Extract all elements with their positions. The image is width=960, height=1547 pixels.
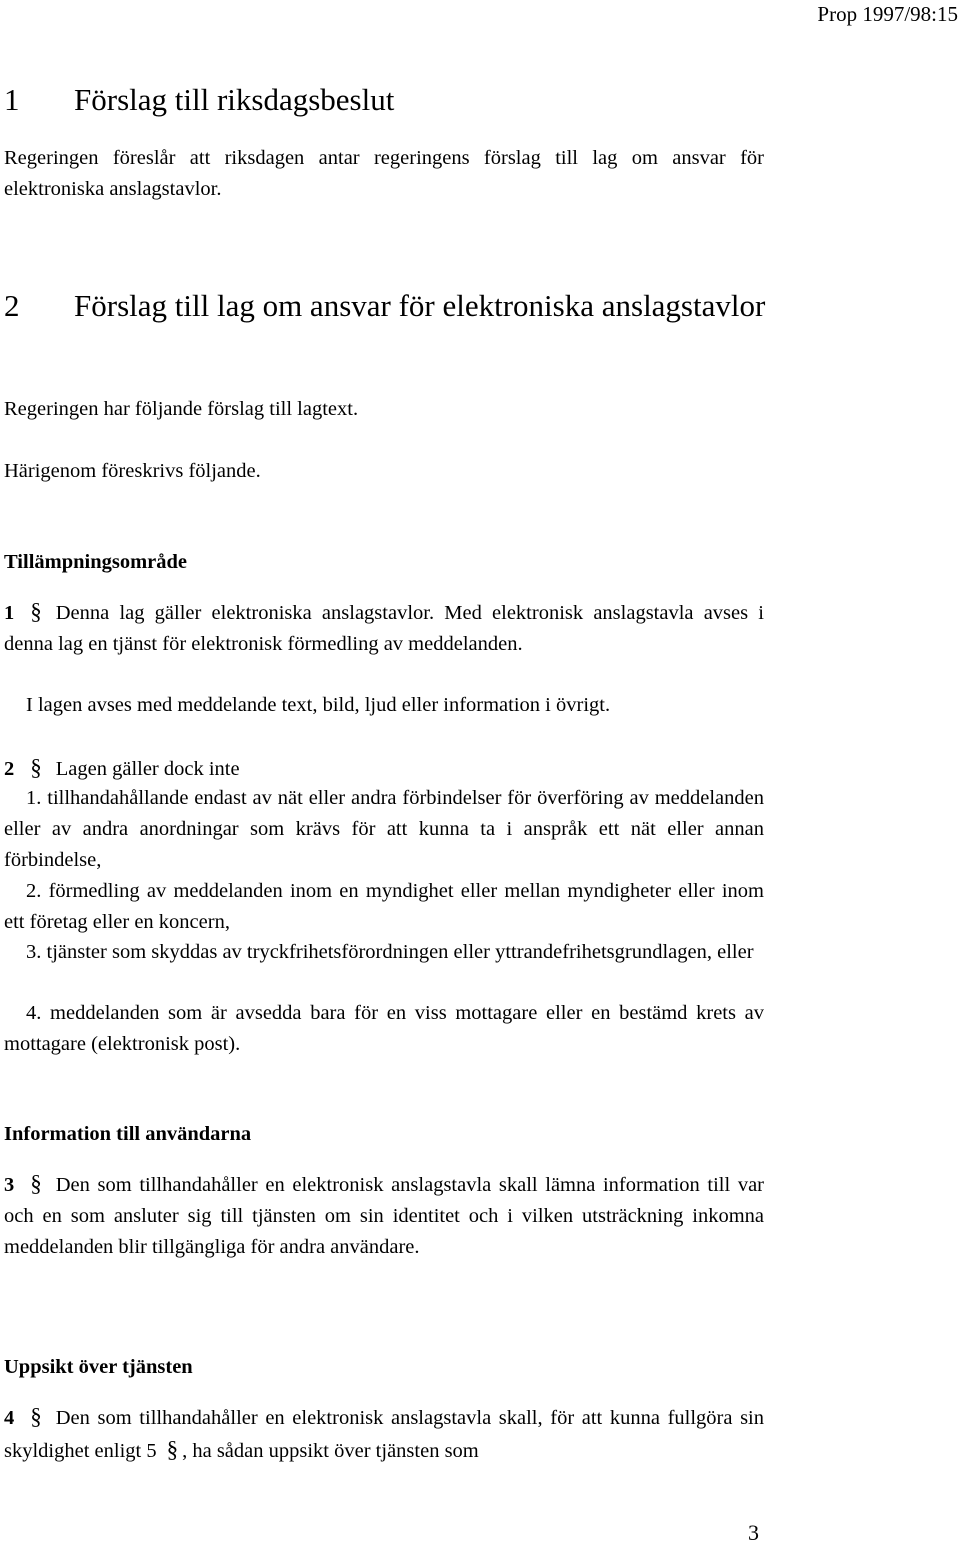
section-1-heading	[4, 77, 774, 123]
paragraph-1-continuation: I lagen avses med meddelande text, bild, ljud eller information i övrigt.	[26, 694, 611, 716]
paragraph-4	[4, 1401, 764, 1467]
section-sign: §	[30, 599, 42, 624]
page-number: 3	[748, 1520, 759, 1545]
section-1-body: Regeringen föreslår att riksdagen antar regeringens förslag till lag om ansvar för elektroniska anslagstavlor.	[4, 147, 764, 200]
section-2-heading	[4, 283, 774, 329]
paragraph-text: Denna lag gäller elektroniska anslagstavlor. Med elektronisk anslagstavla avses i denna lag en tjänst för elektronisk förmedling av meddelanden.	[4, 602, 764, 655]
section-sign: §	[30, 755, 42, 780]
list-item-text: 4. meddelanden som är avsedda bara för en viss mottagare eller en bestämd krets av mottagare (elektronisk post).	[4, 1002, 764, 1055]
intro-paragraph: Regeringen har följande förslag till lagtext.	[4, 398, 359, 420]
subheading-uppsikt: Uppsikt över tjänsten	[4, 1356, 193, 1378]
paragraph-2	[4, 752, 764, 785]
section-title: Förslag till lag om ansvar för elektroniska anslagstavlor	[74, 288, 766, 323]
section-sign: §	[30, 1171, 42, 1196]
paragraph-number: 1	[4, 602, 15, 624]
section-sign: §	[30, 1404, 42, 1429]
list-item-text: 1. tillhandahållande endast av nät eller andra förbindelser för överföring av meddelanden eller av andra anordningar som krävs för att kunna ta i anspråk ett nät eller annan förbindelse,	[4, 787, 764, 871]
paragraph-text-continued: , ha sådan uppsikt över tjänsten som	[182, 1440, 479, 1462]
paragraph-3	[4, 1168, 764, 1263]
subheading-tillampningsomrade: Tillämpningsområde	[4, 551, 188, 573]
subheading-information: Information till användarna	[4, 1123, 252, 1145]
list-item	[4, 937, 764, 968]
section-sign: §	[166, 1437, 179, 1462]
paragraph-number: 3	[4, 1174, 15, 1196]
paragraph-text: Den som tillhandahåller en elektronisk anslagstavla skall lämna information till var och en som ansluter sig till tjänsten om sin identitet och i vilken utsträckning inkomna meddelanden blir tillgängliga för andra användare.	[4, 1174, 764, 1258]
paragraph-number: 2	[4, 758, 15, 780]
list-item	[4, 876, 764, 938]
paragraph-number: 4	[4, 1407, 15, 1429]
paragraph-text: Lagen gäller dock inte	[55, 758, 240, 780]
section-number: 1	[4, 82, 20, 117]
list-item-text: 3. tjänster som skyddas av tryckfrihetsförordningen eller yttrandefrihetsgrundlagen, eller	[26, 941, 754, 963]
list-item	[4, 783, 764, 876]
list-item-text: 2. förmedling av meddelanden inom en myndighet eller mellan myndigheter eller inom ett företag eller en koncern,	[4, 880, 764, 933]
section-title: Förslag till riksdagsbeslut	[74, 82, 395, 117]
list-item	[4, 998, 764, 1060]
paragraph-1	[4, 596, 764, 660]
section-number: 2	[4, 288, 20, 323]
paragraph-text: Den som tillhandahåller en elektronisk anslagstavla skall, för att kunna fullgöra sin skyldighet enligt 5	[4, 1407, 764, 1462]
decree-paragraph: Härigenom föreskrivs följande.	[4, 460, 261, 482]
document-reference: Prop 1997/98:15	[817, 2, 958, 26]
